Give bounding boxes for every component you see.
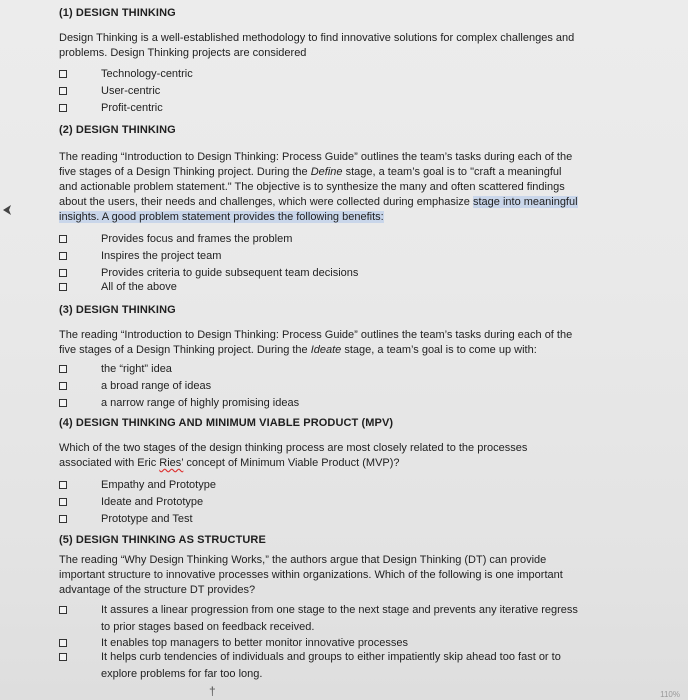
- q1-title: (1) DESIGN THINKING: [59, 7, 176, 19]
- checkbox[interactable]: [59, 252, 67, 260]
- checkbox[interactable]: [59, 283, 67, 291]
- zoom-indicator: 110%: [660, 690, 680, 699]
- q4-title: (4) DESIGN THINKING AND MINIMUM VIABLE PRODUCT (MPV): [59, 417, 394, 429]
- checkbox[interactable]: [59, 382, 67, 390]
- checkbox[interactable]: [59, 365, 67, 373]
- q1-text: Design Thinking is a well-established methodology to find innovative solutions for complex challenges and problems. Design Thinking projects are considered: [59, 32, 575, 59]
- q2-title: (2) DESIGN THINKING: [59, 124, 176, 136]
- checkbox[interactable]: [59, 515, 67, 523]
- checkbox[interactable]: [59, 639, 67, 647]
- checkbox[interactable]: [59, 104, 67, 112]
- q5-title: (5) DESIGN THINKING AS STRUCTURE: [59, 534, 266, 546]
- checkbox[interactable]: [59, 87, 67, 95]
- checkbox[interactable]: [59, 481, 67, 489]
- checkbox[interactable]: [59, 235, 67, 243]
- checkbox[interactable]: [59, 606, 67, 614]
- checkbox[interactable]: [59, 653, 67, 661]
- q3-text: The reading “Introduction to Design Thinking: Process Guide” outlines the team’s tasks during each of the five stages of a Design Thinking project. During the Ideate stage, a team’s goal is to come up with:: [59, 329, 573, 356]
- checkbox[interactable]: [59, 269, 67, 277]
- checkbox[interactable]: [59, 498, 67, 506]
- checkbox[interactable]: [59, 399, 67, 407]
- checkbox[interactable]: [59, 70, 67, 78]
- q5-text: The reading “Why Design Thinking Works,” the authors argue that Design Thinking (DT) can provide important structure to innovative processes within organizations. Which of the following is one important advantage of the structure DT provides?: [59, 554, 563, 596]
- worksheet-page: (1) DESIGN THINKING Design Thinking is a well-established methodology to find innovative solutions for complex challenges and problems. Design Thinking projects are considered Technology-centric User-centric Profit-centric (2) DESIGN THINKING The reading “Introduction to Design Thinking: Process Guide” outlines the team’s tasks during each of the five stages of a Design Thinking project. During the Define stage, a team’s goal is to "craft a meaningful and actionable problem statement." The objective is to synthesize the many and often scattered findings about the users, their needs and challenges, which were collected during emphasize stage into meaningful insights. A good problem statement provides the following benefits: Provides focus and frames the problem Inspires the project team Provides criteria to guide subsequent team decisions All of the above (3) DESIGN THINKING The reading “Introduction to Design Thinking: Process Guide” outlines the team’s tasks during each of the five stages of a Design Thinking project. During the Ideate stage, a team’s goal is to come up with: the “right” idea a broad range of ideas a narrow range of highly promising ideas (4) DESIGN THINKING AND MINIMUM VIABLE PRODUCT (MPV) Which of the two stages of the design thinking process are most closely related to the processes associated with Eric Ries’ concept of Minimum Viable Product (MVP)? Empathy and Prototype Ideate and Prototype Prototype and Test (5) DESIGN THINKING AS STRUCTURE The reading “Why Design Thinking Works,” the authors argue that Design Thinking (DT) can provide important structure to innovative processes within organizations. Which of the following is one important advantage of the structure DT provides? It assures a linear progression from one stage to the next stage and prevents any iterative regress to prior stages based on feedback received. It enables top managers to better monitor innovative processes It helps curb tendencies of individuals and groups to either impatiently skip ahead too fast or to explore problems for far too long. † 110%: [0, 0, 688, 700]
- q2-text: The reading “Introduction to Design Thinking: Process Guide” outlines the team’s tasks during each of the five stages of a Design Thinking project. During the Define stage, a team’s goal is to "craft a meaningful and actionable problem statement." The objective is to synthesize the many and often scattered findings about the users, their needs and challenges, which were collected during emphasize stage into meaningful insights. A good problem statement provides the following benefits:: [59, 151, 578, 223]
- q4-text: Which of the two stages of the design thinking process are most closely related to the processes associated with Eric Ries’ concept of Minimum Viable Product (MVP)?: [59, 442, 528, 469]
- dagger-mark: †: [209, 684, 216, 698]
- cursor-arrow-icon: [2, 204, 14, 216]
- q3-title: (3) DESIGN THINKING: [59, 304, 176, 316]
- highlighted-text: stage into meaningful insights. A good problem statement provides the following benefits:: [59, 196, 578, 223]
